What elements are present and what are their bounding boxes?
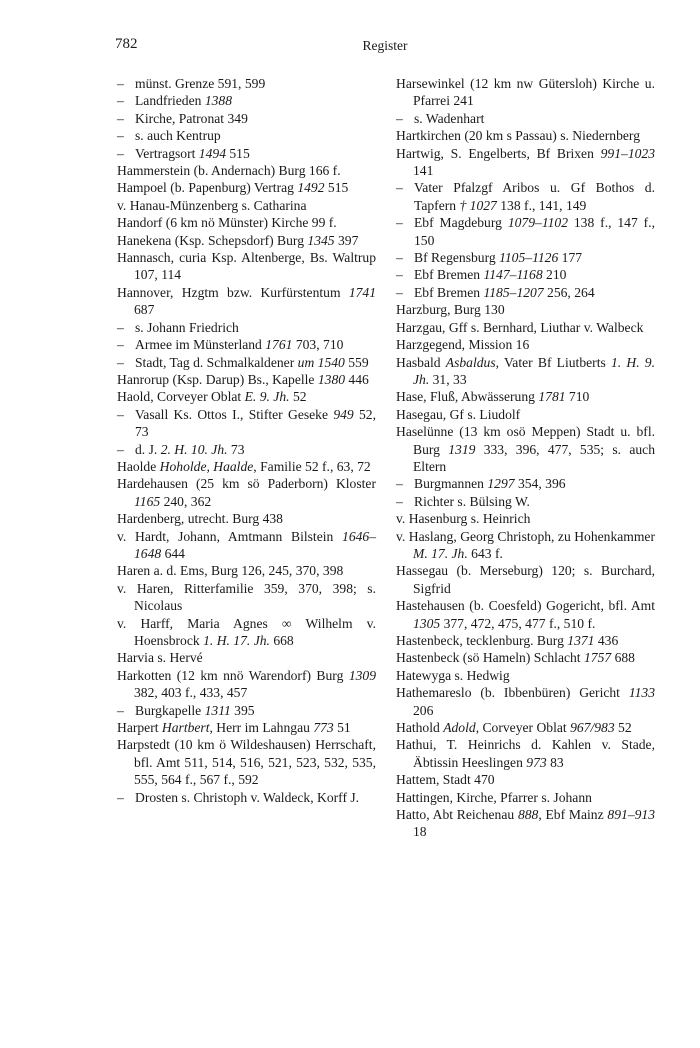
index-entry <box>117 736 376 788</box>
index-entry <box>396 771 655 788</box>
entry-text: Vasall Ks. Ottos I., Stifter Geseke <box>135 406 334 422</box>
entry-text: v. Hanau-Münzenberg s. Catharina <box>117 197 307 213</box>
entry-text-italic: 891–913 <box>607 807 655 823</box>
entry-text: Hampoel (b. Papenburg) Vertrag <box>117 180 298 196</box>
entry-text: Harzgegend, Mission 16 <box>396 337 530 353</box>
entry-text-italic: M. 17. Jh. <box>413 545 468 561</box>
index-entry <box>117 667 376 702</box>
entry-text: v. Haren, Ritterfamilie 359, 370, 398; s. Nicolaus <box>117 580 376 614</box>
entry-text: , Ebf Mainz <box>538 807 608 823</box>
entry-text: Harzgau, Gff s. Bernhard, Liuthar v. Walbeck <box>396 319 644 335</box>
entry-text-italic: E. 9. Jh. <box>244 389 290 405</box>
entry-text: 446 <box>345 371 369 387</box>
entry-text: , Vater Bf Liutberts <box>495 354 611 370</box>
entry-text: v. Haslang, Georg Christoph, zu Hohenkammer <box>396 528 655 544</box>
entry-text: Hastenbeck (sö Hameln) Schlacht <box>396 650 584 666</box>
entry-text-italic: 1757 <box>583 650 612 666</box>
entry-text: Hanrorup (Ksp. Darup) Bs., Kapelle <box>117 371 318 387</box>
index-entry <box>396 336 655 353</box>
index-entry <box>117 197 376 214</box>
index-entry <box>117 510 376 527</box>
entry-text-italic: 1185–1207 <box>483 284 544 300</box>
entry-text: s. auch Kentrup <box>135 128 221 144</box>
entry-text-italic: 1311 <box>204 702 231 718</box>
entry-text: Vater Pfalzgf Aribos u. Gf Bothos d. Tapfern <box>414 180 655 213</box>
index-subentry <box>396 214 655 249</box>
entry-text: 395 <box>230 702 255 718</box>
index-entry <box>396 667 655 684</box>
entry-text-italic: 1105–1126 <box>499 250 559 266</box>
entry-text-italic: 1. H. 17. Jh. <box>203 633 270 648</box>
entry-text: Hathemareslo (b. Ibbenbüren) Gericht <box>396 685 629 701</box>
entry-text-italic: 1133 <box>628 685 655 701</box>
entry-text-italic: 991–1023 <box>600 145 655 161</box>
index-subentry <box>117 789 376 806</box>
entry-text-italic: 1319 <box>448 441 476 457</box>
entry-text: Vertragsort <box>135 145 199 161</box>
index-entry <box>117 371 376 388</box>
entry-text-italic: Asbaldus <box>445 354 496 370</box>
index-entry <box>396 127 655 144</box>
index-entry <box>117 580 376 615</box>
index-entry <box>396 719 655 736</box>
index-entry <box>396 510 655 527</box>
index-subentry <box>396 266 655 283</box>
entry-text: 688 <box>611 650 635 666</box>
entry-text: Bf Regensburg <box>414 250 500 266</box>
entry-text: Hartwig, S. Engelberts, Bf Brixen <box>396 145 601 161</box>
entry-text: Harvia s. Hervé <box>117 650 203 666</box>
index-entry <box>117 615 376 650</box>
entry-text: Hase, Fluß, Abwässerung <box>396 389 539 405</box>
entry-text-italic: 1380 <box>317 371 346 387</box>
entry-text: Kirche, Patronat 349 <box>135 110 248 126</box>
entry-text: Landfrieden <box>135 93 205 109</box>
entry-text: Ebf Bremen <box>414 284 484 300</box>
entry-text: Hartkirchen (20 km s Passau) s. Niedernberg <box>396 128 640 144</box>
index-subentry <box>117 702 376 719</box>
entry-text-italic: Adold <box>443 720 476 736</box>
running-head: Register <box>362 38 408 53</box>
entry-text-italic: 1165 <box>134 493 161 509</box>
page-header <box>115 36 655 56</box>
entry-text: 377, 472, 475, 477 f., 510 f. <box>440 615 596 631</box>
index-subentry <box>396 179 655 214</box>
entry-text: Hanekena (Ksp. Schepsdorf) Burg <box>117 232 308 248</box>
entry-text: Haren a. d. Ems, Burg 126, 245, 370, 398 <box>117 563 344 579</box>
entry-text-italic: 1388 <box>204 93 233 109</box>
index-entry <box>396 562 655 597</box>
entry-text: s. Johann Friedrich <box>135 319 239 335</box>
index-subentry <box>396 249 655 266</box>
index-entry <box>117 284 376 319</box>
index-subentry <box>396 475 655 492</box>
index-subentry <box>117 75 376 92</box>
entry-text: Harsewinkel (12 km nw Gütersloh) Kirche u. Pfarrei 241 <box>396 76 655 109</box>
entry-text: 240, 362 <box>160 493 212 509</box>
entry-text: Hatto, Abt Reichenau <box>396 807 518 823</box>
entry-text: s. Wadenhart <box>414 110 485 126</box>
entry-text: , Corveyer Oblat <box>475 720 571 736</box>
entry-text: Hardenberg, utrecht. Burg 438 <box>117 511 283 527</box>
entry-text: 710 <box>565 389 590 405</box>
entry-text-italic: 973 <box>526 754 547 770</box>
entry-text-italic: 1079–1102 <box>507 215 568 231</box>
index-entry <box>117 562 376 579</box>
entry-text-italic: † 1027 <box>459 197 497 213</box>
entry-text: 31, 33 <box>429 371 467 387</box>
entry-text-italic: 967/983 <box>570 720 615 736</box>
entry-text-italic: 949 <box>333 406 354 422</box>
entry-text: , Familie 52 f., 63, 72 <box>253 458 371 474</box>
entry-text: Burgmannen <box>414 476 488 492</box>
entry-text: 668 <box>269 633 294 648</box>
entry-text-italic: 1147–1168 <box>483 267 543 283</box>
entry-text: Harpstedt (10 km ö Wildeshausen) Herrschaft, bfl. Amt 511, 514, 516, 521, 523, 532, 535, 555, 564 f., 567 f., 592 <box>117 737 376 788</box>
entry-text-italic: 1646–1648 <box>134 528 376 561</box>
index-entry <box>396 75 655 110</box>
entry-text: Hassegau (b. Merseburg) 120; s. Burchard, Sigfrid <box>396 563 655 596</box>
entry-text: 73 <box>227 441 245 457</box>
index-subentry <box>117 110 376 127</box>
entry-text: Handorf (6 km nö Münster) Kirche 99 f. <box>117 215 337 231</box>
index-entry <box>117 179 376 196</box>
index-entry <box>117 388 376 405</box>
index-entry <box>396 423 655 475</box>
index-entry <box>117 232 376 249</box>
index-subentry <box>396 493 655 510</box>
entry-text-italic: Hartbert <box>161 720 210 736</box>
index-subentry <box>396 110 655 127</box>
index-subentry <box>117 145 376 162</box>
entry-text: Hathold <box>396 720 444 736</box>
index-subentry <box>117 336 376 353</box>
entry-text: 52 <box>614 720 632 736</box>
entry-text: 177 <box>558 250 583 266</box>
entry-text: Hathui, T. Heinrichs d. Kahlen v. Stade, Äbtissin Heeslingen <box>396 737 655 770</box>
entry-text: 18 <box>413 824 427 840</box>
entry-text: 354, 396 <box>514 476 566 492</box>
index-entry <box>396 406 655 423</box>
entry-text: 141 <box>413 163 434 179</box>
index-entry <box>396 649 655 666</box>
entry-text: v. Harff, Maria Agnes ∞ Wilhelm v. Hoensbrock <box>117 615 376 648</box>
entry-text-italic: Hoholde, Haalde <box>159 458 254 474</box>
entry-text-italic: 1741 <box>348 284 376 300</box>
entry-text: Hardehausen (25 km sö Paderborn) Kloster <box>117 476 376 492</box>
index-entry <box>396 736 655 771</box>
entry-text-italic: 2. H. 10. Jh. <box>160 441 228 457</box>
entry-text-italic: 1. H. 9. Jh. <box>413 354 655 387</box>
index-subentry <box>117 441 376 458</box>
entry-text: 333, 396, 477, 535; s. auch Eltern <box>413 441 656 474</box>
entry-text: Hastenbeck, tecklenburg. Burg <box>396 633 568 648</box>
index-subentry <box>396 284 655 301</box>
entry-text: 559 <box>344 354 369 370</box>
entry-text: Ebf Bremen <box>414 267 484 283</box>
entry-text: 206 <box>413 702 434 718</box>
entry-text: 515 <box>324 180 349 196</box>
entry-text-italic: um 1540 <box>297 354 345 370</box>
entry-text-italic: 773 <box>313 720 334 736</box>
entry-text-italic: 1345 <box>307 232 335 248</box>
entry-text: 52 <box>289 389 307 405</box>
entry-text: 687 <box>134 302 155 318</box>
index-entry <box>117 475 376 510</box>
entry-text: Harkotten (12 km nnö Warendorf) Burg <box>117 667 349 683</box>
entry-text-italic: 1761 <box>265 337 293 353</box>
entry-text: 703, 710 <box>292 337 344 353</box>
entry-text: 436 <box>594 633 619 648</box>
entry-text: Harpert <box>117 720 162 736</box>
index-subentry <box>117 319 376 336</box>
entry-text-italic: 1492 <box>297 180 325 196</box>
index-entry <box>117 649 376 666</box>
entry-text: Burgkapelle <box>135 702 205 718</box>
entry-text: 52, 73 <box>135 406 376 440</box>
index-entry <box>396 789 655 806</box>
entry-text: Stadt, Tag d. Schmalkaldener <box>135 354 298 370</box>
index-subentry <box>117 127 376 144</box>
index-entry <box>117 458 376 475</box>
entry-text: Haselünne (13 km osö Meppen) Stadt u. bfl. Burg <box>396 424 655 457</box>
entry-text: 51 <box>333 720 351 736</box>
index-entry <box>117 162 376 179</box>
index-entry <box>396 145 655 180</box>
index-subentry <box>117 354 376 371</box>
index-entry <box>117 249 376 284</box>
entry-text-italic: 1309 <box>348 667 376 683</box>
entry-text: Hannasch, curia Ksp. Altenberge, Bs. Waltrup 107, 114 <box>117 250 376 283</box>
entry-text: Hastehausen (b. Coesfeld) Gogericht, bfl. Amt <box>396 598 655 614</box>
index-subentry <box>117 92 376 109</box>
entry-text: v. Hasenburg s. Heinrich <box>396 511 531 527</box>
entry-text: Drosten s. Christoph v. Waldeck, Korff J. <box>135 789 360 805</box>
entry-text: 83 <box>546 754 564 770</box>
entry-text-italic: 1297 <box>487 476 515 492</box>
entry-text: Haolde <box>117 458 160 474</box>
index-column-right <box>396 75 655 841</box>
entry-text: Haold, Corveyer Oblat <box>117 389 245 405</box>
index-entry <box>396 319 655 336</box>
entry-text: Hammerstein (b. Andernach) Burg 166 f. <box>117 163 341 179</box>
index-entry <box>396 684 655 719</box>
entry-text: Hasbald <box>396 354 446 370</box>
entry-text-italic: 1371 <box>567 633 595 648</box>
entry-text: 256, 264 <box>543 284 595 300</box>
entry-text: Hasegau, Gf s. Liudolf <box>396 406 521 422</box>
entry-text: v. Hardt, Johann, Amtmann Bilstein <box>117 528 343 544</box>
index-entry <box>396 632 655 649</box>
index-column-left <box>117 75 376 806</box>
entry-text: Hatewyga s. Hedwig <box>396 667 510 683</box>
entry-text: Hattingen, Kirche, Pfarrer s. Johann <box>396 789 592 805</box>
index-entry <box>396 301 655 318</box>
index-entry <box>117 719 376 736</box>
index-entry <box>396 388 655 405</box>
entry-text: 138 f., 147 f., 150 <box>414 215 655 248</box>
entry-text: Richter s. Bülsing W. <box>414 493 530 509</box>
entry-text: 138 f., 141, 149 <box>496 197 587 213</box>
entry-text: Hannover, Hzgtm bzw. Kurfürstentum <box>117 284 349 300</box>
entry-text: münst. Grenze 591, 599 <box>135 76 266 91</box>
entry-text: 644 <box>161 545 185 561</box>
entry-text: 397 <box>334 232 359 248</box>
index-entry <box>396 528 655 563</box>
index-subentry <box>117 406 376 441</box>
index-entry <box>396 806 655 841</box>
entry-text: 210 <box>542 267 567 283</box>
index-entry <box>396 597 655 632</box>
page-number: 782 <box>115 36 138 52</box>
entry-text: d. J. <box>135 441 161 457</box>
entry-text: 382, 403 f., 433, 457 <box>134 685 248 701</box>
entry-text: Harzburg, Burg 130 <box>396 302 505 318</box>
entry-text-italic: 1305 <box>413 615 441 631</box>
entry-text: Ebf Magdeburg <box>414 215 508 231</box>
entry-text-italic: 888 <box>517 807 539 823</box>
index-entry <box>396 354 655 389</box>
index-entry <box>117 214 376 231</box>
entry-text: 643 f. <box>467 545 503 561</box>
index-entry <box>117 528 376 563</box>
entry-text: Hattem, Stadt 470 <box>396 772 495 788</box>
entry-text-italic: 1781 <box>538 389 566 405</box>
entry-text-italic: 1494 <box>198 145 226 161</box>
entry-text: 515 <box>225 145 250 161</box>
entry-text: , Herr im Lahngau <box>209 720 314 736</box>
entry-text: Armee im Münsterland <box>135 337 266 353</box>
